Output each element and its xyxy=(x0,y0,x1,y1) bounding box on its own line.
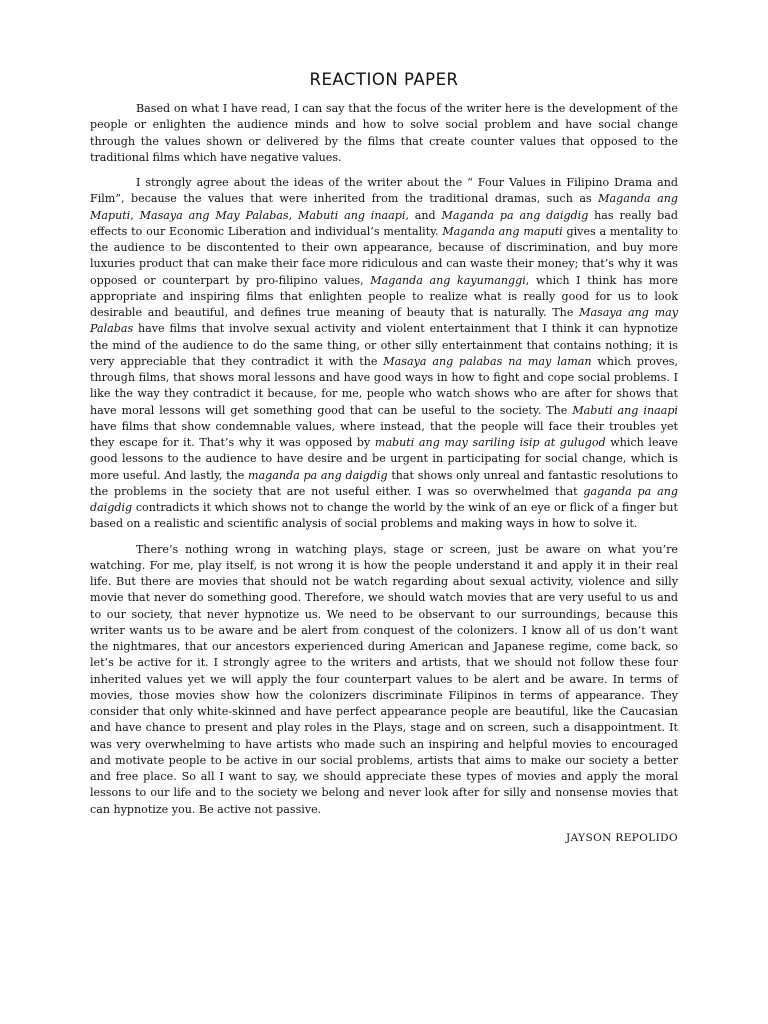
italic-term: Masaya ang May Palabas xyxy=(139,208,289,222)
italic-term: gaganda pa ang daigdig xyxy=(90,484,678,514)
text-run: Based on what I have read, I can say that the focus of the writer here is the development of the people or enlighten the audience minds and how to solve social problem and have social change through the values shown or delivered by the films that create counter values that opposed to the traditional films which have negative values. xyxy=(90,102,678,164)
text-run: which leave good lessons to the audience to have desire and be urgent in participating for social change, which is more useful. And lastly, the xyxy=(90,436,678,482)
author-signature: JAYSON REPOLIDO xyxy=(565,831,678,844)
text-run: , xyxy=(130,208,140,222)
text-run: I strongly agree about the ideas of the writer about the “ Four Values in Filipino Drama and Film”, because the values that were inherited from the traditional dramas, such as xyxy=(90,176,678,206)
text-run: , which I think has more appropriate and inspiring films that enlighten people to realize what is really good for us to look desirable and beautiful, and defines true meaning of beauty that is naturally. The xyxy=(90,273,679,319)
italic-term: Maganda ang kayumanggi xyxy=(370,273,526,287)
italic-term: mabuti ang may sariling isip at gulugod xyxy=(374,436,606,449)
document-page xyxy=(90,70,678,844)
paragraph-2 xyxy=(90,175,678,533)
italic-term: Maganda pa ang daigdig xyxy=(441,208,589,222)
italic-term: Mabuti ang inaapi xyxy=(572,403,678,417)
italic-term: maganda pa ang daigdig xyxy=(248,468,388,482)
text-run: There’s nothing wrong in watching plays, stage or screen, just be aware on what you’re watching. For me, play itself, is not wrong it is how the people understand it and apply it in their real life. But there are movies that should not be watch regarding about sexual activity, violence and silly movie that never do something good. Therefore, we should watch movies that are very useful to us and to our society, that never hypnotize us. We need to be observant to our surroundings, because this writer wants us to be aware and be alert from conquest of the colonizers. I know all of us don’t want the nightmares, that our ancestors experienced during American and Japanese regime, come back, so let’s be active for it. I strongly agree to the writers and artists, that we should not follow these four inherited values yet we will apply the four counterpart values to be alert and be aware. In terms of movies, those movies show how the colonizers discriminate Filipinos in terms of appearance. They consider that only white-skinned and have perfect appearance people are beautiful, like the Caucasian and have chance to present and play roles in the Plays, stage and on screen, such a disappointment. It was very overwhelming to have artists who made such an inspiring and helpful movies to encouraged and motivate people to be active in our social problems, artists that aims to make our society a better and free place. So all I want to say, we should appreciate these types of movies and apply the moral lessons to our life and to the society we belong and never look after for silly and nonsense movies that can hypnotize you. Be active not passive. xyxy=(90,542,678,816)
text-run: and xyxy=(408,208,442,222)
italic-term: Masaya ang palabas na may laman xyxy=(383,354,592,368)
italic-term: Maganda ang maputi xyxy=(442,224,563,238)
italic-term: Mabuti ang inaapi, xyxy=(298,208,409,222)
text-run: has really bad effects to our Economic Liberation and individual’s mentality. xyxy=(90,208,678,238)
text-run: gives a mentality to the audience to be discontented to their own appearance, because of discrimination, and buy more luxuries product that can make their face more ridiculous and can waste their money; that’s why it was opposed or counterpart by pro-filipino values, xyxy=(90,224,678,287)
text-run: have films that show condemnable values, where instead, that the people will face their troubles yet they escape for it. That’s why it was opposed by xyxy=(90,419,678,449)
page-title: REACTION PAPER xyxy=(309,70,459,89)
text-run: which proves, through films, that shows moral lessons and have good ways in how to fight and cope social problems. I like the way they contradict it because, for me, people who watch shows who are after for shows that have moral lessons will get something good that can be useful to the society. The xyxy=(90,354,678,417)
paragraph-1 xyxy=(90,101,678,166)
text-run: contradicts it which shows not to change the world by the wink of an eye or flick of a finger but based on a realistic and scientific analysis of social problems and making ways in how to solve it. xyxy=(90,501,678,531)
paragraph-3 xyxy=(90,542,678,818)
italic-term: Maganda ang Maputi xyxy=(90,192,679,222)
italic-term: Masaya ang may Palabas xyxy=(90,306,678,336)
text-run: that shows only unreal and fantastic resolutions to the problems in the society that are not useful either. I was so overwhelmed that xyxy=(90,468,679,498)
text-run: , xyxy=(288,208,298,222)
text-run: have films that involve sexual activity and violent entertainment that I think it can hypnotize the mind of the audience to do the same thing, or other silly entertainment that contains nothing; it is very appreciable that they contradict it with the xyxy=(90,322,678,368)
